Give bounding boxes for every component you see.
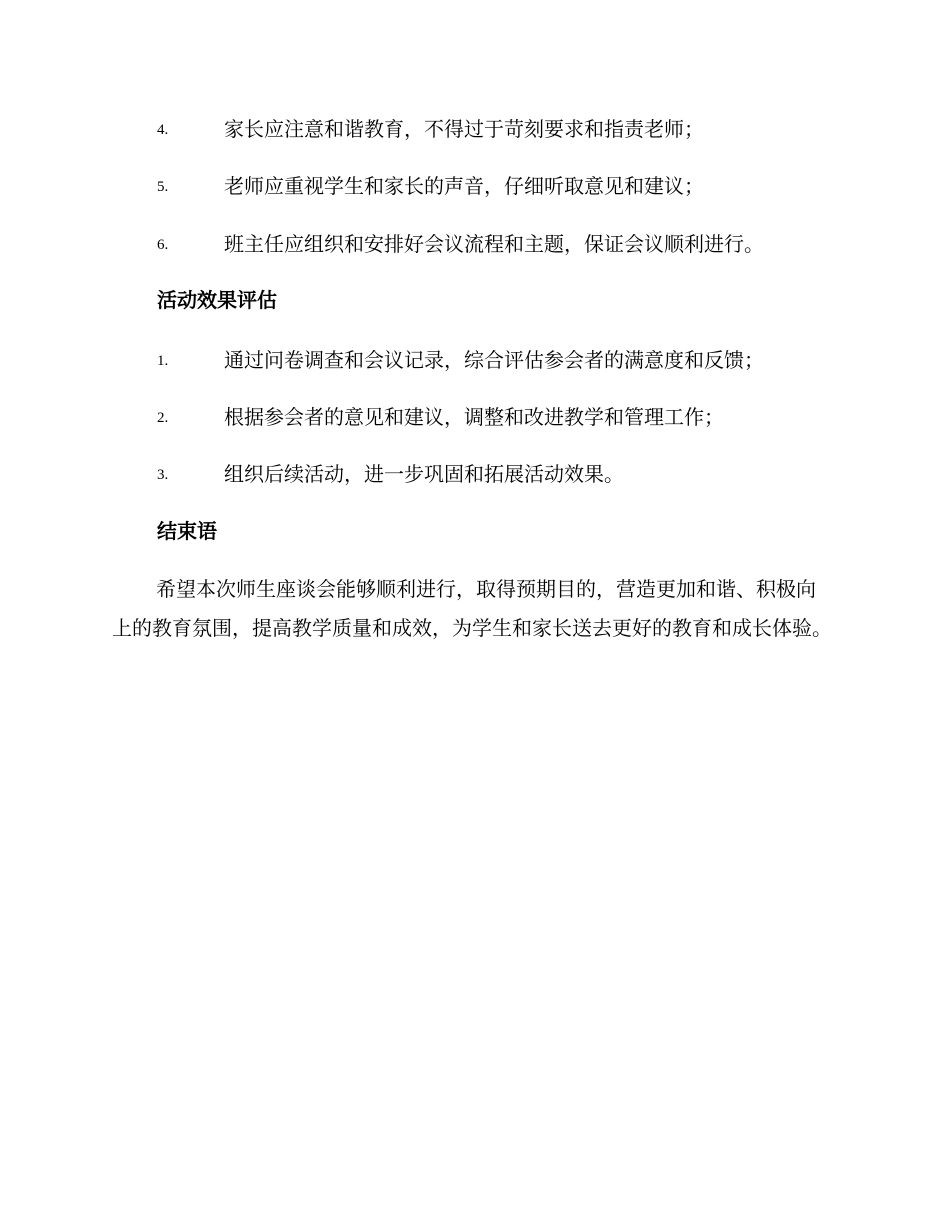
- list-item-number: 6.: [157, 237, 169, 253]
- list-item-number: 1.: [157, 353, 169, 369]
- list-item-text: 根据参会者的意见和建议，调整和改进教学和管理工作；: [224, 405, 724, 429]
- list-item: [0, 343, 950, 377]
- list-item: [0, 112, 950, 146]
- list-item-number: 2.: [157, 410, 169, 426]
- list-item-text: 组织后续活动，进一步巩固和拓展活动效果。: [224, 462, 624, 486]
- list-item-number: 3.: [157, 467, 169, 483]
- conclusion-paragraph: 希望本次师生座谈会能够顺利进行，取得预期目的，营造更加和谐、积极向上的教育氛围，提高教学质量和成效，为学生和家长送去更好的教育和成长体验。: [112, 577, 832, 640]
- section-heading-conclusion: 结束语: [157, 519, 217, 543]
- list-item: [0, 400, 950, 434]
- list-item: [0, 227, 950, 261]
- list-item: [0, 169, 950, 203]
- list-item-text: 家长应注意和谐教育，不得过于苛刻要求和指责老师；: [224, 117, 704, 141]
- list-item-text: 老师应重视学生和家长的声音，仔细听取意见和建议；: [224, 174, 704, 198]
- list-item-number: 5.: [157, 179, 169, 195]
- section-heading-evaluation: 活动效果评估: [157, 288, 277, 312]
- list-item-number: 4.: [157, 122, 169, 138]
- list-item-text: 通过问卷调查和会议记录，综合评估参会者的满意度和反馈；: [224, 348, 764, 372]
- list-item: [0, 457, 950, 491]
- list-item-text: 班主任应组织和安排好会议流程和主题，保证会议顺利进行。: [224, 232, 764, 256]
